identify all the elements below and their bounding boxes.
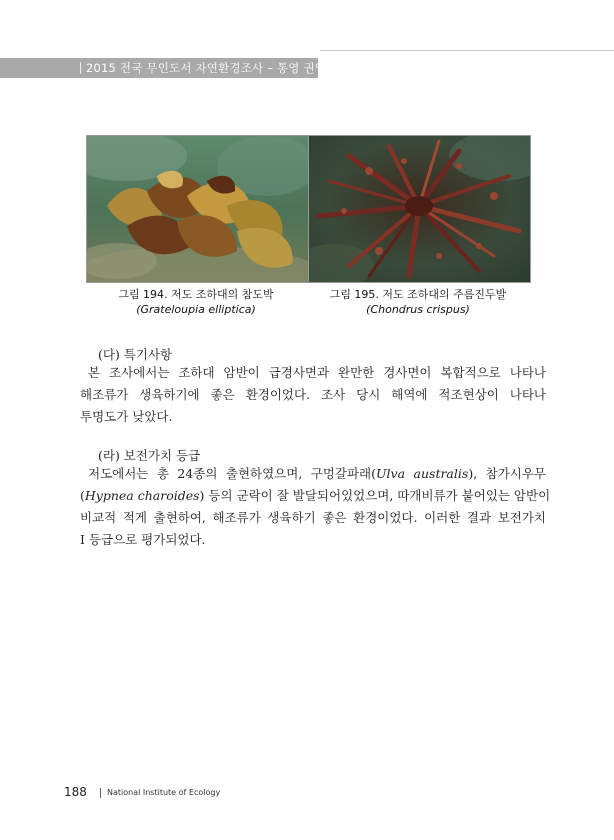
photo-chondrus-crispus xyxy=(308,135,531,283)
paragraph-line xyxy=(80,485,551,507)
section-body-ra xyxy=(80,463,551,551)
paragraph-line xyxy=(80,463,546,485)
paragraph-line: 해조류가 생육하기에 좋은 환경이었다. 조사 당시 해역에 적조현상이 나타나 xyxy=(80,387,546,402)
running-header xyxy=(0,58,327,78)
section-heading-ra: (라) 보전가치 등급 xyxy=(98,448,201,463)
header-rule xyxy=(320,50,614,51)
paragraph-line: 비교적 적게 출현하여, 해조류가 생육하기 좋은 환경이었다. 이러한 결과 보전가치 xyxy=(80,510,546,525)
species-name: Hypnea charoides xyxy=(84,488,200,503)
figure-caption-195 xyxy=(298,287,538,317)
text-run: 저도에서는 총 24종의 출현하였으며, 구멍갈파래( xyxy=(88,466,377,481)
header-tick xyxy=(80,62,81,74)
text-run: ( xyxy=(80,488,85,503)
photo-grateloupia-elliptica xyxy=(86,135,309,283)
footer-divider xyxy=(100,788,101,798)
seaweed-photo-2 xyxy=(309,136,530,282)
seaweed-photo-1 xyxy=(87,136,308,282)
caption-text: 그림 195. 저도 조하대의 주름진두발 xyxy=(329,288,507,301)
caption-scientific-name: (Grateloupia elliptica) xyxy=(136,303,256,316)
caption-scientific-name: (Chondrus crispus) xyxy=(366,303,470,316)
page-number: 188 xyxy=(64,785,87,799)
running-header-title: 2015 전국 무인도서 자연환경조사 – 통영 권역 xyxy=(86,61,327,75)
text-run: ), 참가시우무 xyxy=(468,466,546,481)
species-name: Ulva australis xyxy=(376,466,469,481)
figure-caption-194 xyxy=(76,287,316,317)
paragraph-line: 투명도가 낮았다. xyxy=(80,409,173,424)
caption-text: 그림 194. 저도 조하대의 참도박 xyxy=(118,288,274,301)
paragraph-line: 본 조사에서는 조하대 암반이 급경사면과 완만한 경사면이 복합적으로 나타나 xyxy=(88,365,546,380)
section-heading-da: (다) 특기사항 xyxy=(98,347,173,362)
text-run: ) 등의 군락이 잘 발달되어있었으며, 따개비류가 붙어있는 암반이 xyxy=(199,488,551,503)
section-body-da xyxy=(80,362,546,428)
footer-organization: National Institute of Ecology xyxy=(107,788,221,797)
paragraph-line: I 등급으로 평가되었다. xyxy=(80,532,206,547)
